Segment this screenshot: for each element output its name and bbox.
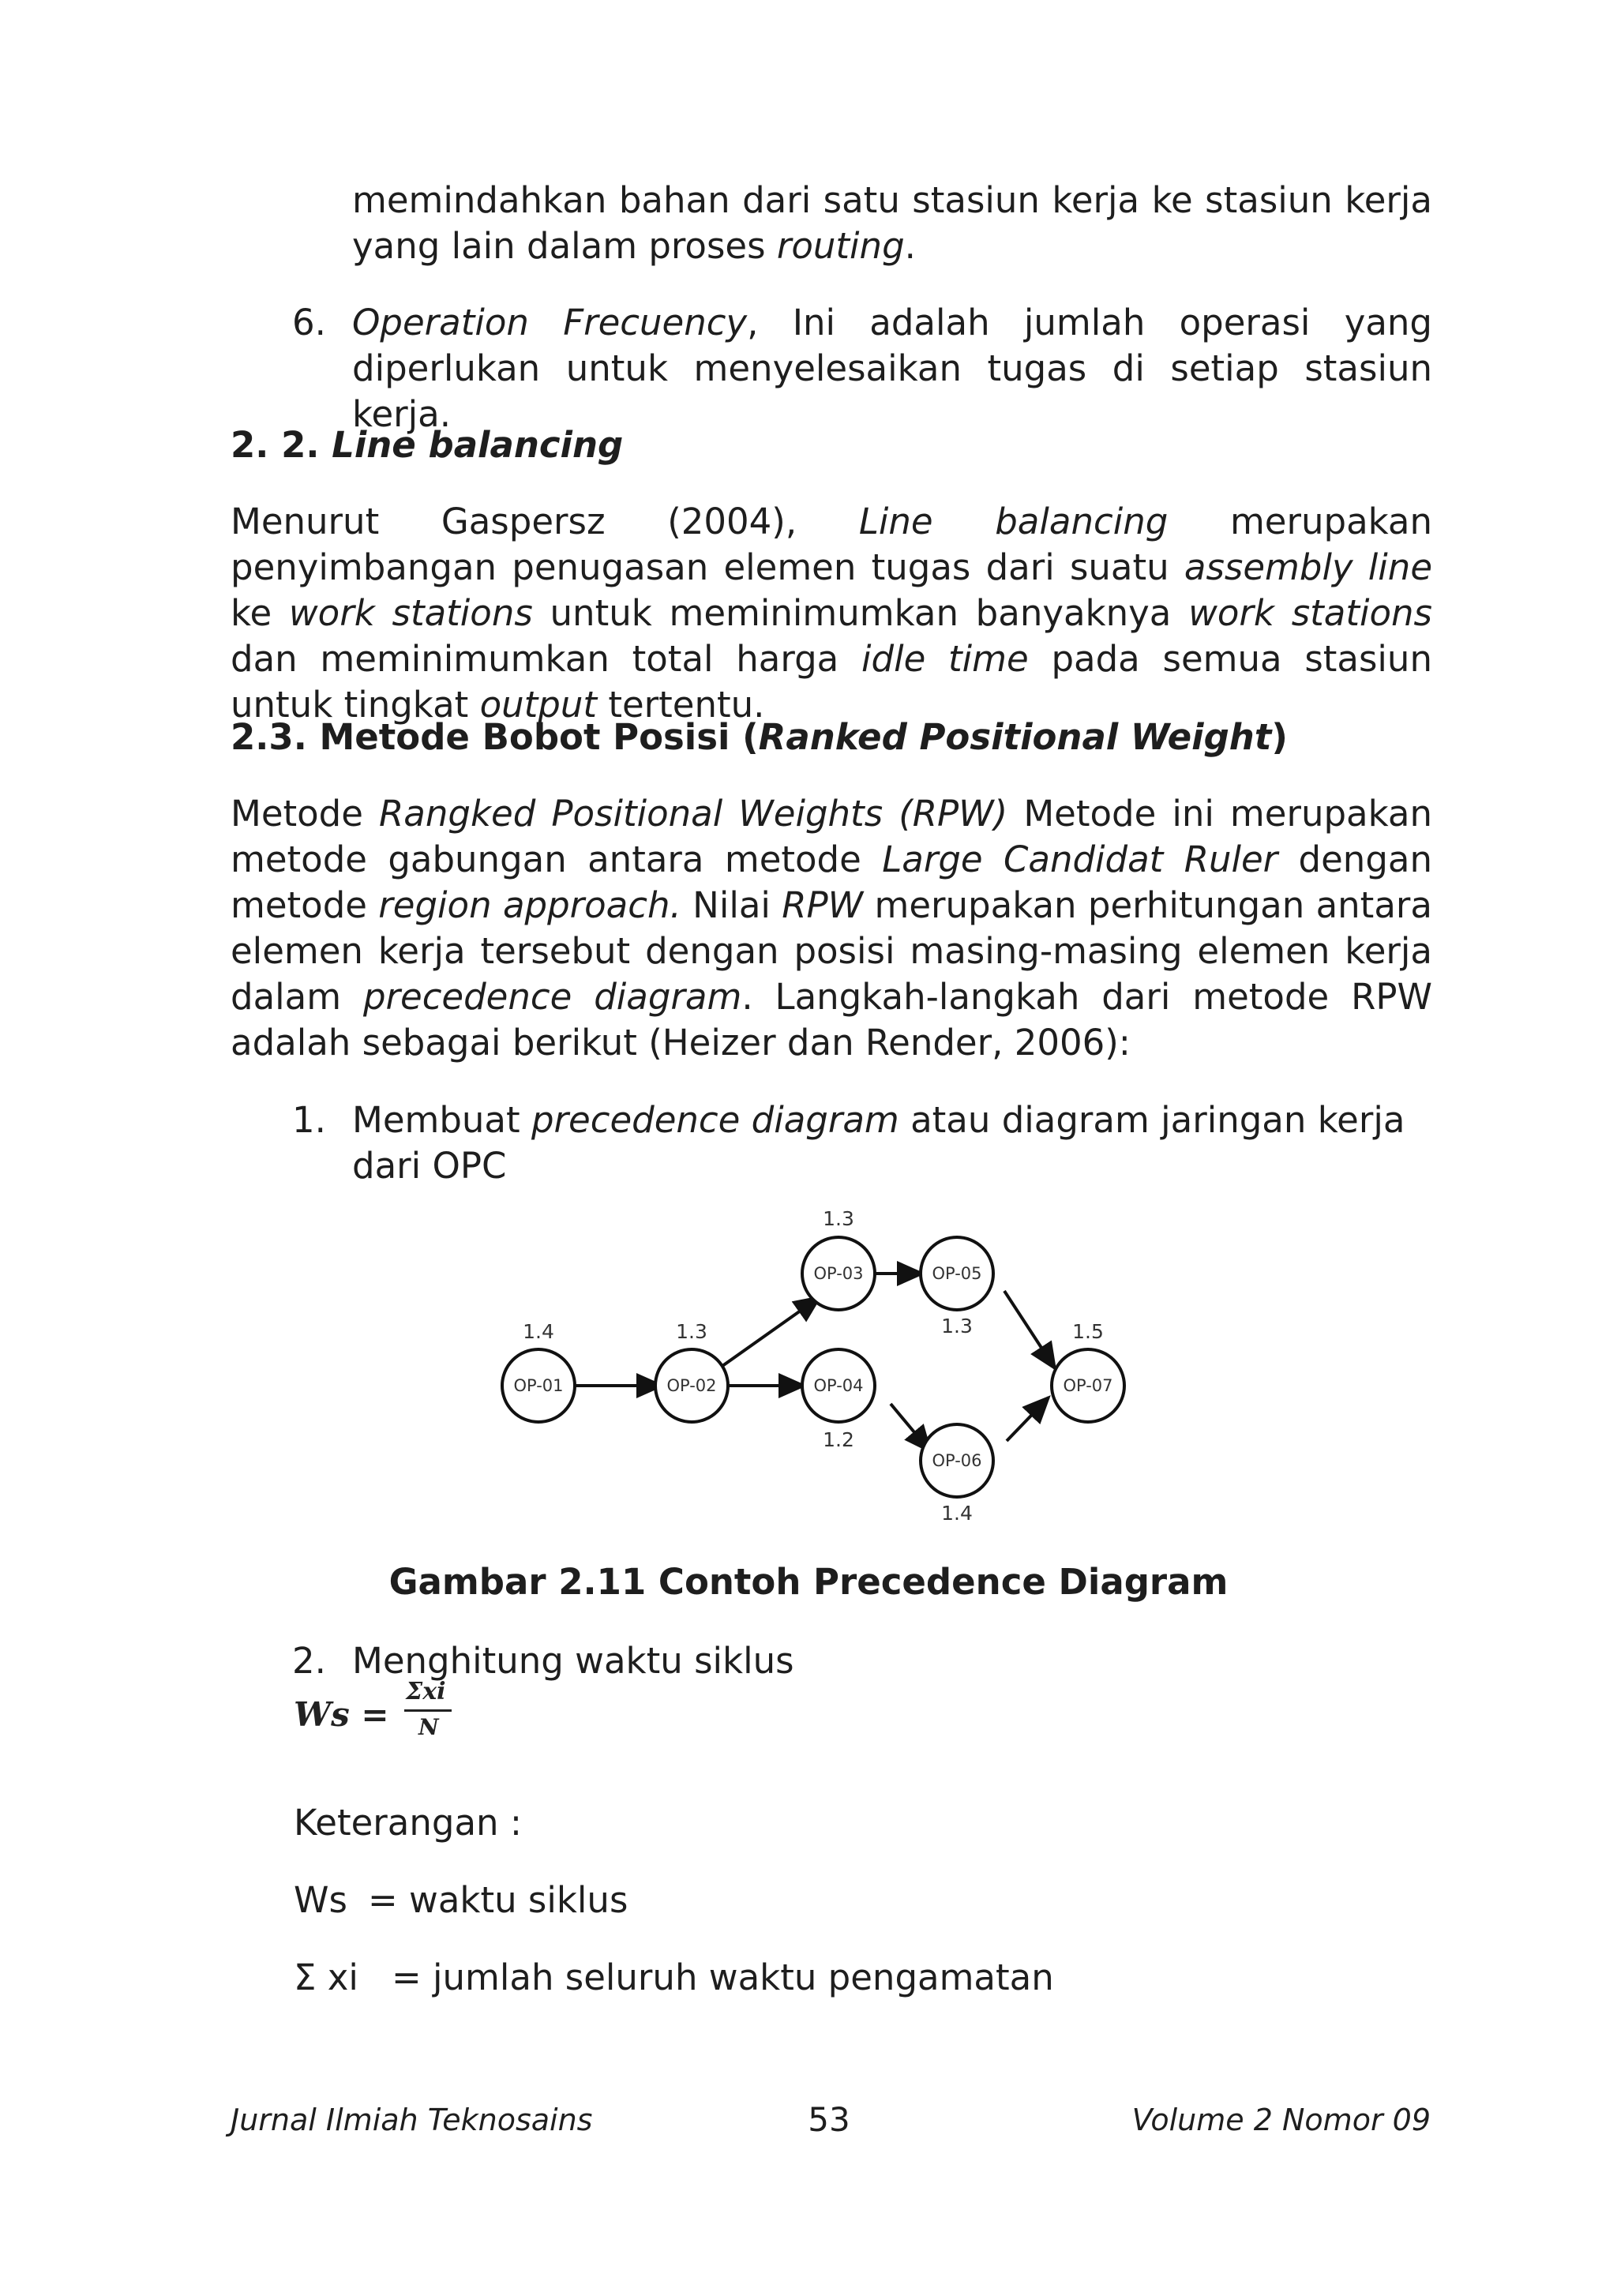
definition-sum-xi — [294, 1955, 1054, 2001]
section-2-3-paragraph: Metode Rangked Positional Weights (RPW) Metode ini merupakan metode gabungan antara metode Large Candidat Ruler dengan metode region approach. Nilai RPW merupakan perhitungan antara elemen kerja tersebut dengan posisi masing-masing elemen kerja dalam precedence diagram. Langkah-langkah dari metode RPW adalah sebagai berikut (Heizer dan Render, 2006): — [231, 793, 1432, 1064]
item6-text: , Ini adalah jumlah operasi yang diperlukan untuk menyelesaikan tugas di setiap stasiun kerja. — [352, 302, 1432, 435]
item6-paragraph — [352, 300, 1432, 437]
node-op07-value: 1.5 — [1072, 1320, 1104, 1343]
intro-term-routing: routing — [776, 225, 905, 267]
intro-punct: . — [904, 225, 916, 267]
formula-denominator: N — [418, 1714, 439, 1740]
edge-op02-op03 — [722, 1297, 820, 1366]
step1-number: 1. — [292, 1099, 326, 1141]
section-2-3-heading: 2.3. Metode Bobot Posisi (Ranked Positional Weight) — [231, 716, 1288, 758]
definition-sum-xi-symbol: Σ xi — [294, 1956, 358, 1998]
node-op01-value: 1.4 — [523, 1320, 554, 1343]
edge-op06-op07 — [1007, 1397, 1049, 1441]
formula-numerator: Σxi — [406, 1678, 446, 1705]
node-op02-value: 1.3 — [676, 1320, 707, 1343]
section-2-2-number: 2. 2. — [231, 424, 332, 466]
section-2-2-heading — [231, 422, 623, 468]
precedence-diagram — [490, 1188, 1153, 1544]
intro-text: memindahkan bahan dari satu stasiun kerja ke stasiun kerja yang lain dalam proses — [352, 179, 1432, 267]
node-op03-label: OP-03 — [813, 1264, 864, 1283]
definition-ws-symbol: Ws — [294, 1879, 347, 1921]
step1-text: Membuat precedence diagram atau diagram jaringan kerja dari OPC — [352, 1099, 1405, 1187]
intro-paragraph — [352, 178, 1432, 269]
item6-term: Operation Frecuency — [352, 302, 748, 343]
node-op02-label: OP-02 — [666, 1376, 717, 1395]
node-op06-value: 1.4 — [941, 1502, 973, 1525]
node-op01-label: OP-01 — [513, 1376, 564, 1395]
step2-number: 2. — [292, 1640, 326, 1682]
section-2-2-paragraph: Menurut Gaspersz (2004), Line balancing merupakan penyimbangan penugasan elemen tugas dari suatu assembly line ke work stations untuk meminimumkan banyaknya work stations dan meminimumkan total harga idle time pada semua stasiun untuk tingkat output tertentu. — [231, 501, 1433, 726]
node-op04-label: OP-04 — [813, 1376, 864, 1395]
definition-ws-text: = waktu siklus — [368, 1879, 628, 1921]
formula-fraction-bar — [404, 1709, 452, 1712]
node-op04-value: 1.2 — [823, 1428, 854, 1451]
footer-volume: Volume 2 Nomor 09 — [1131, 2103, 1431, 2137]
formula-lhs: Ws = — [294, 1695, 389, 1734]
footer-journal-name: Jurnal Ilmiah Teknosains — [231, 2103, 593, 2137]
edge-op05-op07 — [1004, 1291, 1055, 1368]
definition-ws — [294, 1878, 628, 1923]
item6-number: 6. — [292, 302, 326, 343]
node-op03-value: 1.3 — [823, 1207, 854, 1230]
keterangan-label: Keterangan : — [294, 1802, 523, 1844]
footer-page-number: 53 — [808, 2100, 850, 2139]
section-2-2-title: Line balancing — [332, 424, 624, 466]
node-op07-label: OP-07 — [1063, 1376, 1113, 1395]
step2-text: Menghitung waktu siklus — [352, 1640, 794, 1682]
node-op06-label: OP-06 — [932, 1451, 982, 1470]
figure-caption: Gambar 2.11 Contoh Precedence Diagram — [388, 1561, 1229, 1603]
node-op05-value: 1.3 — [941, 1315, 973, 1337]
node-op05-label: OP-05 — [932, 1264, 982, 1283]
definition-sum-xi-text: = jumlah seluruh waktu pengamatan — [392, 1956, 1054, 1998]
